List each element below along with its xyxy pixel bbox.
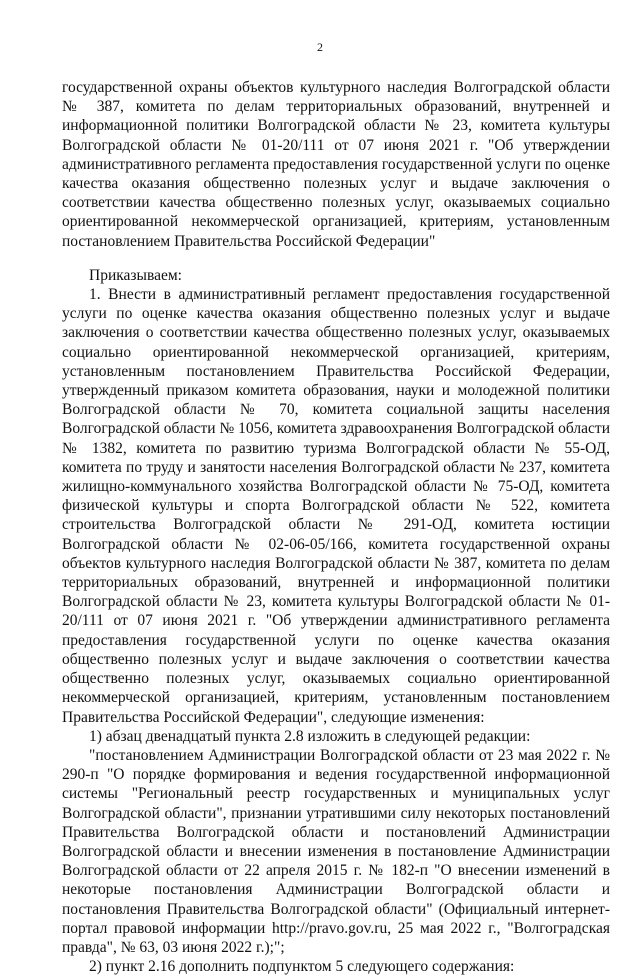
page-number: 2 <box>317 40 323 54</box>
paragraph-spacer <box>62 251 610 266</box>
document-body <box>62 78 610 976</box>
paragraph-intro-continuation: государственной охраны объектов культурного наследия Волгоградской области № 387, комитета по делам территориальных образований, внутренней и информационной политики Волгоградской области № 23, комитета культуры Волгоградской области № 01-20/111 от 07 июня 2021 г. "Об утверждении административного регламента предоставления государственной услуги по оценке качества оказания общественно полезных услуг и выдаче заключения о соответствии качества общественно полезных услуг, оказываемых социально ориентированной некоммерческой организацией, критериям, установленным постановлением Правительства Российской Федерации" <box>62 79 611 250</box>
paragraph-subitem-2: 2) пункт 2.16 дополнить подпунктом 5 следующего содержания: <box>89 958 515 976</box>
paragraph-order-heading: Приказываем: <box>89 266 182 284</box>
paragraph-subitem-1: 1) абзац двенадцатый пункта 2.8 изложить в следующей редакции: <box>89 727 531 745</box>
paragraph-quoted-text: "постановлением Администрации Волгоградской области от 23 мая 2022 г. № 290-п "О порядке формирования и ведения государственной информационной системы "Региональный реестр государственных и муниципальных услуг Волгоградской области", признании утратившими силу некоторых постановлений Правительства Волгоградской области и постановлений Администрации Волгоградской области и внесении изменения в постановление Администрации Волгоградской области от 22 апреля 2015 г. № 182-п "О внесении изменений в некоторые постановления Администрации Волгоградской области и постановления Правительства Волгоградской области" (Официальный интернет-портал правовой информации http://pravo.gov.ru, 25 мая 2022 г., "Волгоградская правда", № 63, 03 июня 2022 г.);"; <box>62 746 610 956</box>
paragraph-item-1: 1. Внести в административный регламент предоставления государственной услуги по оценке качества оказания общественно полезных услуг и выдаче заключения о соответствии качества общественно полезных услуг, оказываемых социально ориентированной некоммерческой организацией, критериям, установленным постановлением Правительства Российской Федерации, утвержденный приказом комитета образования, науки и молодежной политики Волгоградской области № 70, комитета социальной защиты населения Волгоградской области № 1056, комитета здравоохранения Волгоградской области № 1382, комитета по развитию туризма Волгоградской области № 55-ОД, комитета по труду и занятости населения Волгоградской области № 237, комитета жилищно-коммунального хозяйства Волгоградской области № 75-ОД, комитета физической культуры и спорта Волгоградской области № 522, комитета строительства Волгоградской области № 291-ОД, комитета юстиции Волгоградской области № 02-06-05/166, комитета государственной охраны объектов культурного наследия Волгоградской области № 387, комитета по делам территориальных образований, внутренней и информационной политики Волгоградской области № 23, комитета культуры Волгоградской области № 01-20/111 от 07 июня 2021 г. "Об утверждении административного регламента предоставления государственной услуги по оценке качества оказания общественно полезных услуг и выдаче заключения о соответствии качества общественно полезных услуг, оказываемых социально ориентированной некоммерческой организацией, критериям, установленным постановлением Правительства Российской Федерации", следующие изменения: <box>62 286 610 726</box>
